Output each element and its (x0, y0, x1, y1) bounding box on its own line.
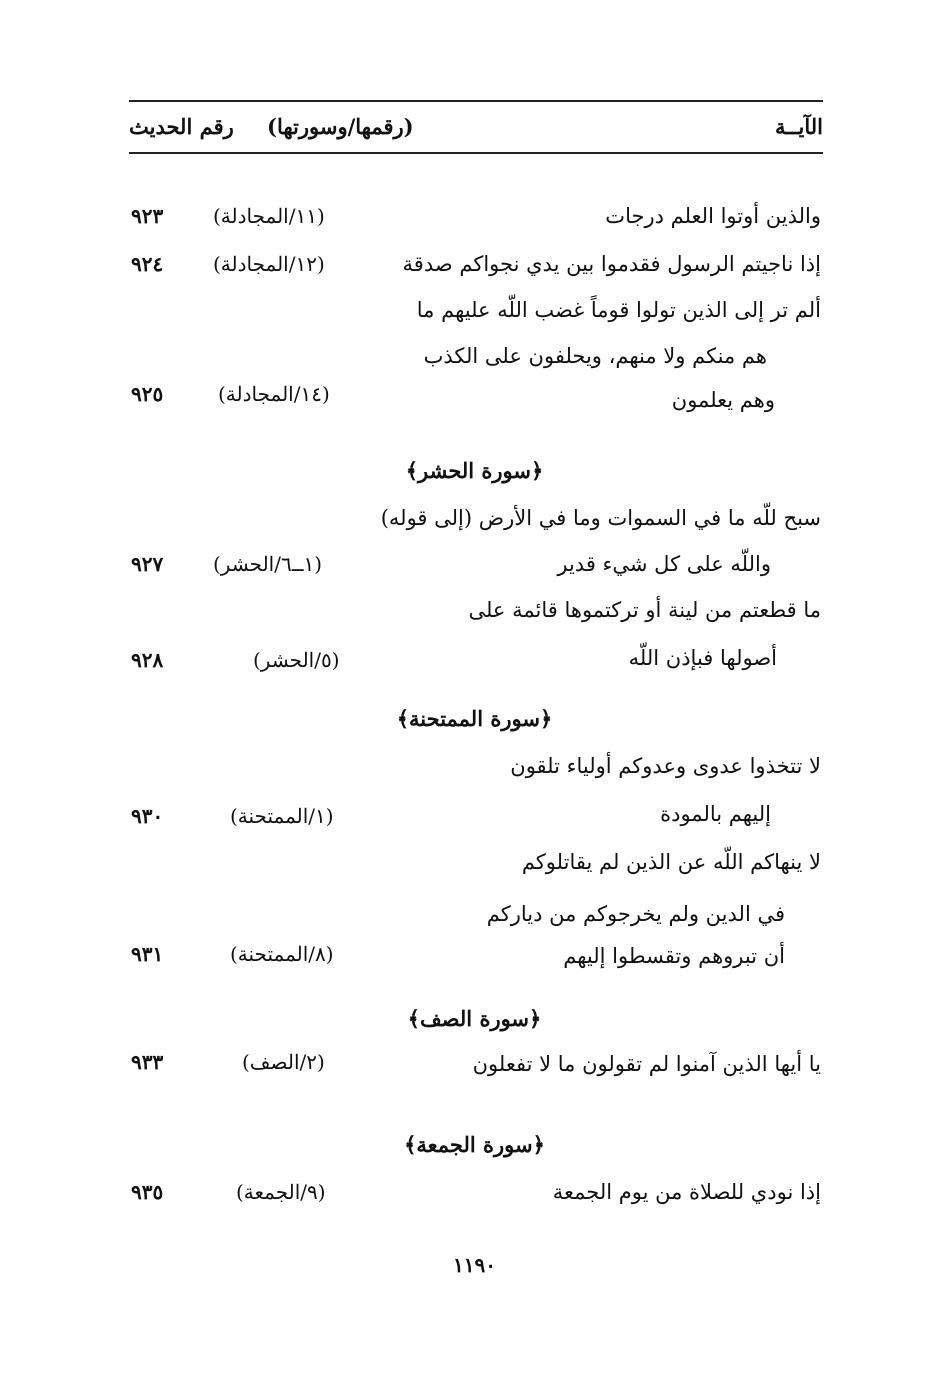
hadith-number: ٩٣٠ (131, 804, 164, 828)
ayah-text: إذا ناجيتم الرسول فقدموا بين يدي نجواكم صدقة (402, 252, 821, 276)
surah-ref: (١١/المجادلة) (213, 204, 325, 228)
surah-ref: (١/الممتحنة) (230, 804, 334, 828)
table-header (129, 100, 823, 154)
surah-heading: ﴿سورة الممتحنة﴾ (396, 706, 553, 731)
ayah-text: ما قطعتم من لينة أو تركتموها قائمة على (468, 598, 821, 622)
ayah-text: والذين أوتوا العلم درجات (605, 204, 821, 228)
surah-heading: ﴿سورة الصف﴾ (407, 1006, 542, 1031)
ayah-text: إذا نودي للصلاة من يوم الجمعة (552, 1180, 821, 1204)
ayah-text-cont: أصولها فبإذن اللّه (628, 646, 777, 670)
ayah-text-cont: في الدين ولم يخرجوكم من دياركم (486, 902, 785, 926)
ayah-text: لا تتخذوا عدوى وعدوكم أولياء تلقون (510, 754, 821, 778)
ayah-text-cont: أن تبروهم وتقسطوا إليهم (563, 944, 785, 968)
ayah-text-cont: هم منكم ولا منهم، ويحلفون على الكذب (423, 344, 767, 368)
ayah-text-cont: وهم يعلمون (671, 388, 775, 412)
header-ayah: الآيــة (774, 114, 823, 139)
ayah-text: يا أيها الذين آمنوا لم تقولون ما لا تفعلون (472, 1052, 821, 1076)
hadith-number: ٩٢٤ (131, 252, 164, 276)
surah-ref: (٨/الممتحنة) (230, 942, 334, 966)
surah-heading: ﴿سورة الحشر﴾ (405, 458, 544, 483)
page-number: ١١٩٠ (453, 1253, 496, 1277)
surah-ref: (١٢/المجادلة) (213, 252, 325, 276)
surah-ref: (٥/الحشر) (253, 648, 340, 672)
ayah-text: سبح للّه ما في السموات وما في الأرض (إلى قوله) (380, 506, 821, 530)
header-surah: (رقمها/وسورتها) (267, 114, 414, 139)
hadith-number: ٩٣٥ (131, 1180, 164, 1204)
surah-ref: (٢/الصف) (242, 1050, 325, 1074)
hadith-number: ٩٣٣ (131, 1050, 164, 1074)
hadith-number: ٩٢٨ (131, 648, 164, 672)
hadith-number: ٩٢٥ (131, 382, 164, 406)
ayah-text: ألم تر إلى الذين تولوا قوماً غضب اللّه عليهم ما (416, 298, 821, 322)
ayah-text: لا ينهاكم اللّه عن الذين لم يقاتلوكم (521, 850, 821, 874)
surah-ref: (٩/الجمعة) (236, 1180, 326, 1204)
ayah-text-cont: إليهم بالمودة (660, 802, 771, 826)
surah-heading: ﴿سورة الجمعة﴾ (404, 1132, 545, 1157)
surah-ref: (١٤/المجادلة) (218, 382, 330, 406)
hadith-number: ٩٢٣ (131, 204, 164, 228)
ayah-text-cont: واللّه على كل شيء قدير (557, 552, 771, 576)
hadith-number: ٩٣١ (131, 942, 164, 966)
hadith-number: ٩٢٧ (131, 552, 164, 576)
header-hadith-number: رقم الحديث (129, 114, 234, 139)
surah-ref: (١ــ٦/الحشر) (213, 552, 323, 576)
